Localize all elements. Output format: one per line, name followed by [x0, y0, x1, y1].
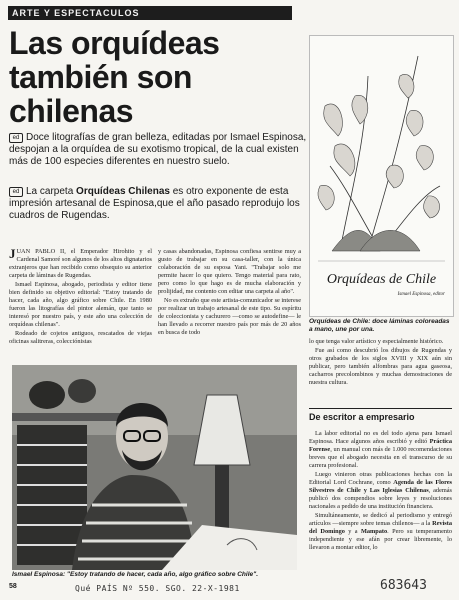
rc2-p3a: Simultáneamente, se dedicó al periodismo y entregó artículos —siempre sobre temas chilenos— a la — [309, 512, 452, 527]
rc2-p3d: Mampato — [360, 528, 388, 535]
title-line-3: chilenas — [9, 93, 134, 129]
section-label: ARTE Y ESPECTACULOS — [8, 6, 292, 20]
lead-2-pre: La carpeta — [26, 186, 77, 197]
rc2-p1b: Práctica Forense — [309, 438, 452, 453]
archive-number: 683643 — [380, 578, 427, 593]
article-title — [9, 26, 309, 128]
page-number: 58 — [9, 583, 17, 590]
title-line-1: Las orquídeas — [9, 25, 220, 61]
subheading: De escritor a empresario — [309, 408, 452, 422]
body-column-2 — [158, 248, 301, 360]
lead-1-text: Doce litografías de gran belleza, editadas por Ismael Espinosa, despojan a la orquídea de su exotismo tropical, de la cual existen más de 100 especies diferentes en nuestro suelo. — [9, 132, 307, 167]
lead-2-post: es otro exponente de esta impresión artesanal de Espinosa,que el año pasado reprodujo los cuadros de Rugendas. — [9, 186, 300, 221]
orchid-plate-image — [309, 35, 454, 317]
plate-title: Orquídeas de Chile — [326, 272, 437, 287]
col2-p2: No es extraño que este artista-comunicador se interese por realizar un trabajo artesanal de este tipo. Su espíritu de coleccionista y cachurero —como se autodefine— le han llevado a recorrer nuestro país por más de 20 años en busca de todo — [158, 297, 301, 336]
title-line-2: también son — [9, 59, 192, 95]
rc2-p1c: , un manual con más de 1.000 recomendaciones breves que el abogado necesita en el transcurso de su carrera profesional. — [309, 446, 452, 469]
portrait-illustration — [12, 365, 297, 570]
lead-2-bold: Orquídeas Chilenas — [76, 186, 170, 197]
rc2-p2a: Luego vinieron otras publicaciones hechas con la Editorial Lord Cochrane, como — [309, 471, 452, 486]
right-p2: Fue así como descubrió los dibujos de Rugendas y otros grabados de los siglos XVIII y XIX aún sin publicar, pero también alfombras para agua gaseosa, cacharros precolombinos y muchas demostraciones de nuestra cultura. — [309, 347, 452, 386]
col1-p2: Ismael Espinosa, abogado, periodista y editor tiene bien definido su objetivo editorial: "Estoy tratando de hacer, cada año, algo gráfico sobre Chile. En 1980 fueron las litografías del pintor alemán, que tanto se interesó por nuestro país, y este año una colección de orquídeas chilenas". — [9, 281, 152, 328]
rc2-p3c: y a — [344, 528, 361, 535]
lead-paragraph-2 — [9, 186, 307, 222]
portrait-photo — [12, 365, 297, 570]
handwritten-source-note: Qué PAÍS Nº 550. SGO. 22-X-1981 — [75, 584, 240, 593]
rc2-p3e: . Pero su temperamento independiente y ese afán por crear libremente, lo llevaron a montar editor, lo — [309, 528, 452, 551]
col2-p1: y casas abandonadas, Espinosa confiesa sentirse muy a gusto de trabajar en su casa-taller, con la única colaboración de su esposa Yani. "Trabajar solo me permite hacer lo que quiero. Tengo material para rato, pero como lo que hago es de mucha elaboración y prolijidad, me contento con editar una carpeta al año". — [158, 248, 301, 295]
col1-p1: UAN PABLO II, el Emperador Hirohito y el Cardenal Samoré son algunos de los altos dignatarios extranjeros que han recibido como obsequio su anterior carpeta de láminas de Rugendas. — [9, 248, 152, 279]
lead-paragraph-1 — [9, 132, 307, 168]
rc2-p2c: , además publicó dos compendios sobre leyes y resoluciones nacionales a pedido de una institución financiera. — [309, 487, 452, 510]
rc2-p2b: Agenda de las Flores Silvestres de Chile y Las Iglesias Chilenas — [309, 479, 452, 494]
rc2-p1a: La labor editorial no es del todo ajena para Ismael Espinosa. Hace algunos años escribió y editó — [309, 430, 452, 445]
portrait-caption: Ismael Espinosa: "Estoy tratando de hacer, cada año, algo gráfico sobre Chile". — [12, 571, 259, 578]
orchid-caption: Orquídeas de Chile: doce láminas coloreadas a mano, une por una. — [309, 318, 450, 333]
col1-p3: Rodeado de cojetos antiguos, rescatados de viejas oficinas salitreras, colecciónistas — [9, 330, 152, 345]
right-p1: lo que tenga valor artístico y especialmente histórico. — [309, 338, 444, 345]
right-column-2 — [309, 430, 452, 580]
body-column-1 — [9, 248, 152, 360]
bullet-icon: ed — [9, 187, 23, 197]
drop-cap: J — [9, 248, 16, 261]
rc2-p3b: Revista del Domingo — [309, 520, 452, 535]
right-column-1 — [309, 338, 452, 404]
plate-subtitle: Ismael Espinosa, editor — [397, 292, 445, 297]
bullet-icon: ed — [9, 133, 23, 143]
